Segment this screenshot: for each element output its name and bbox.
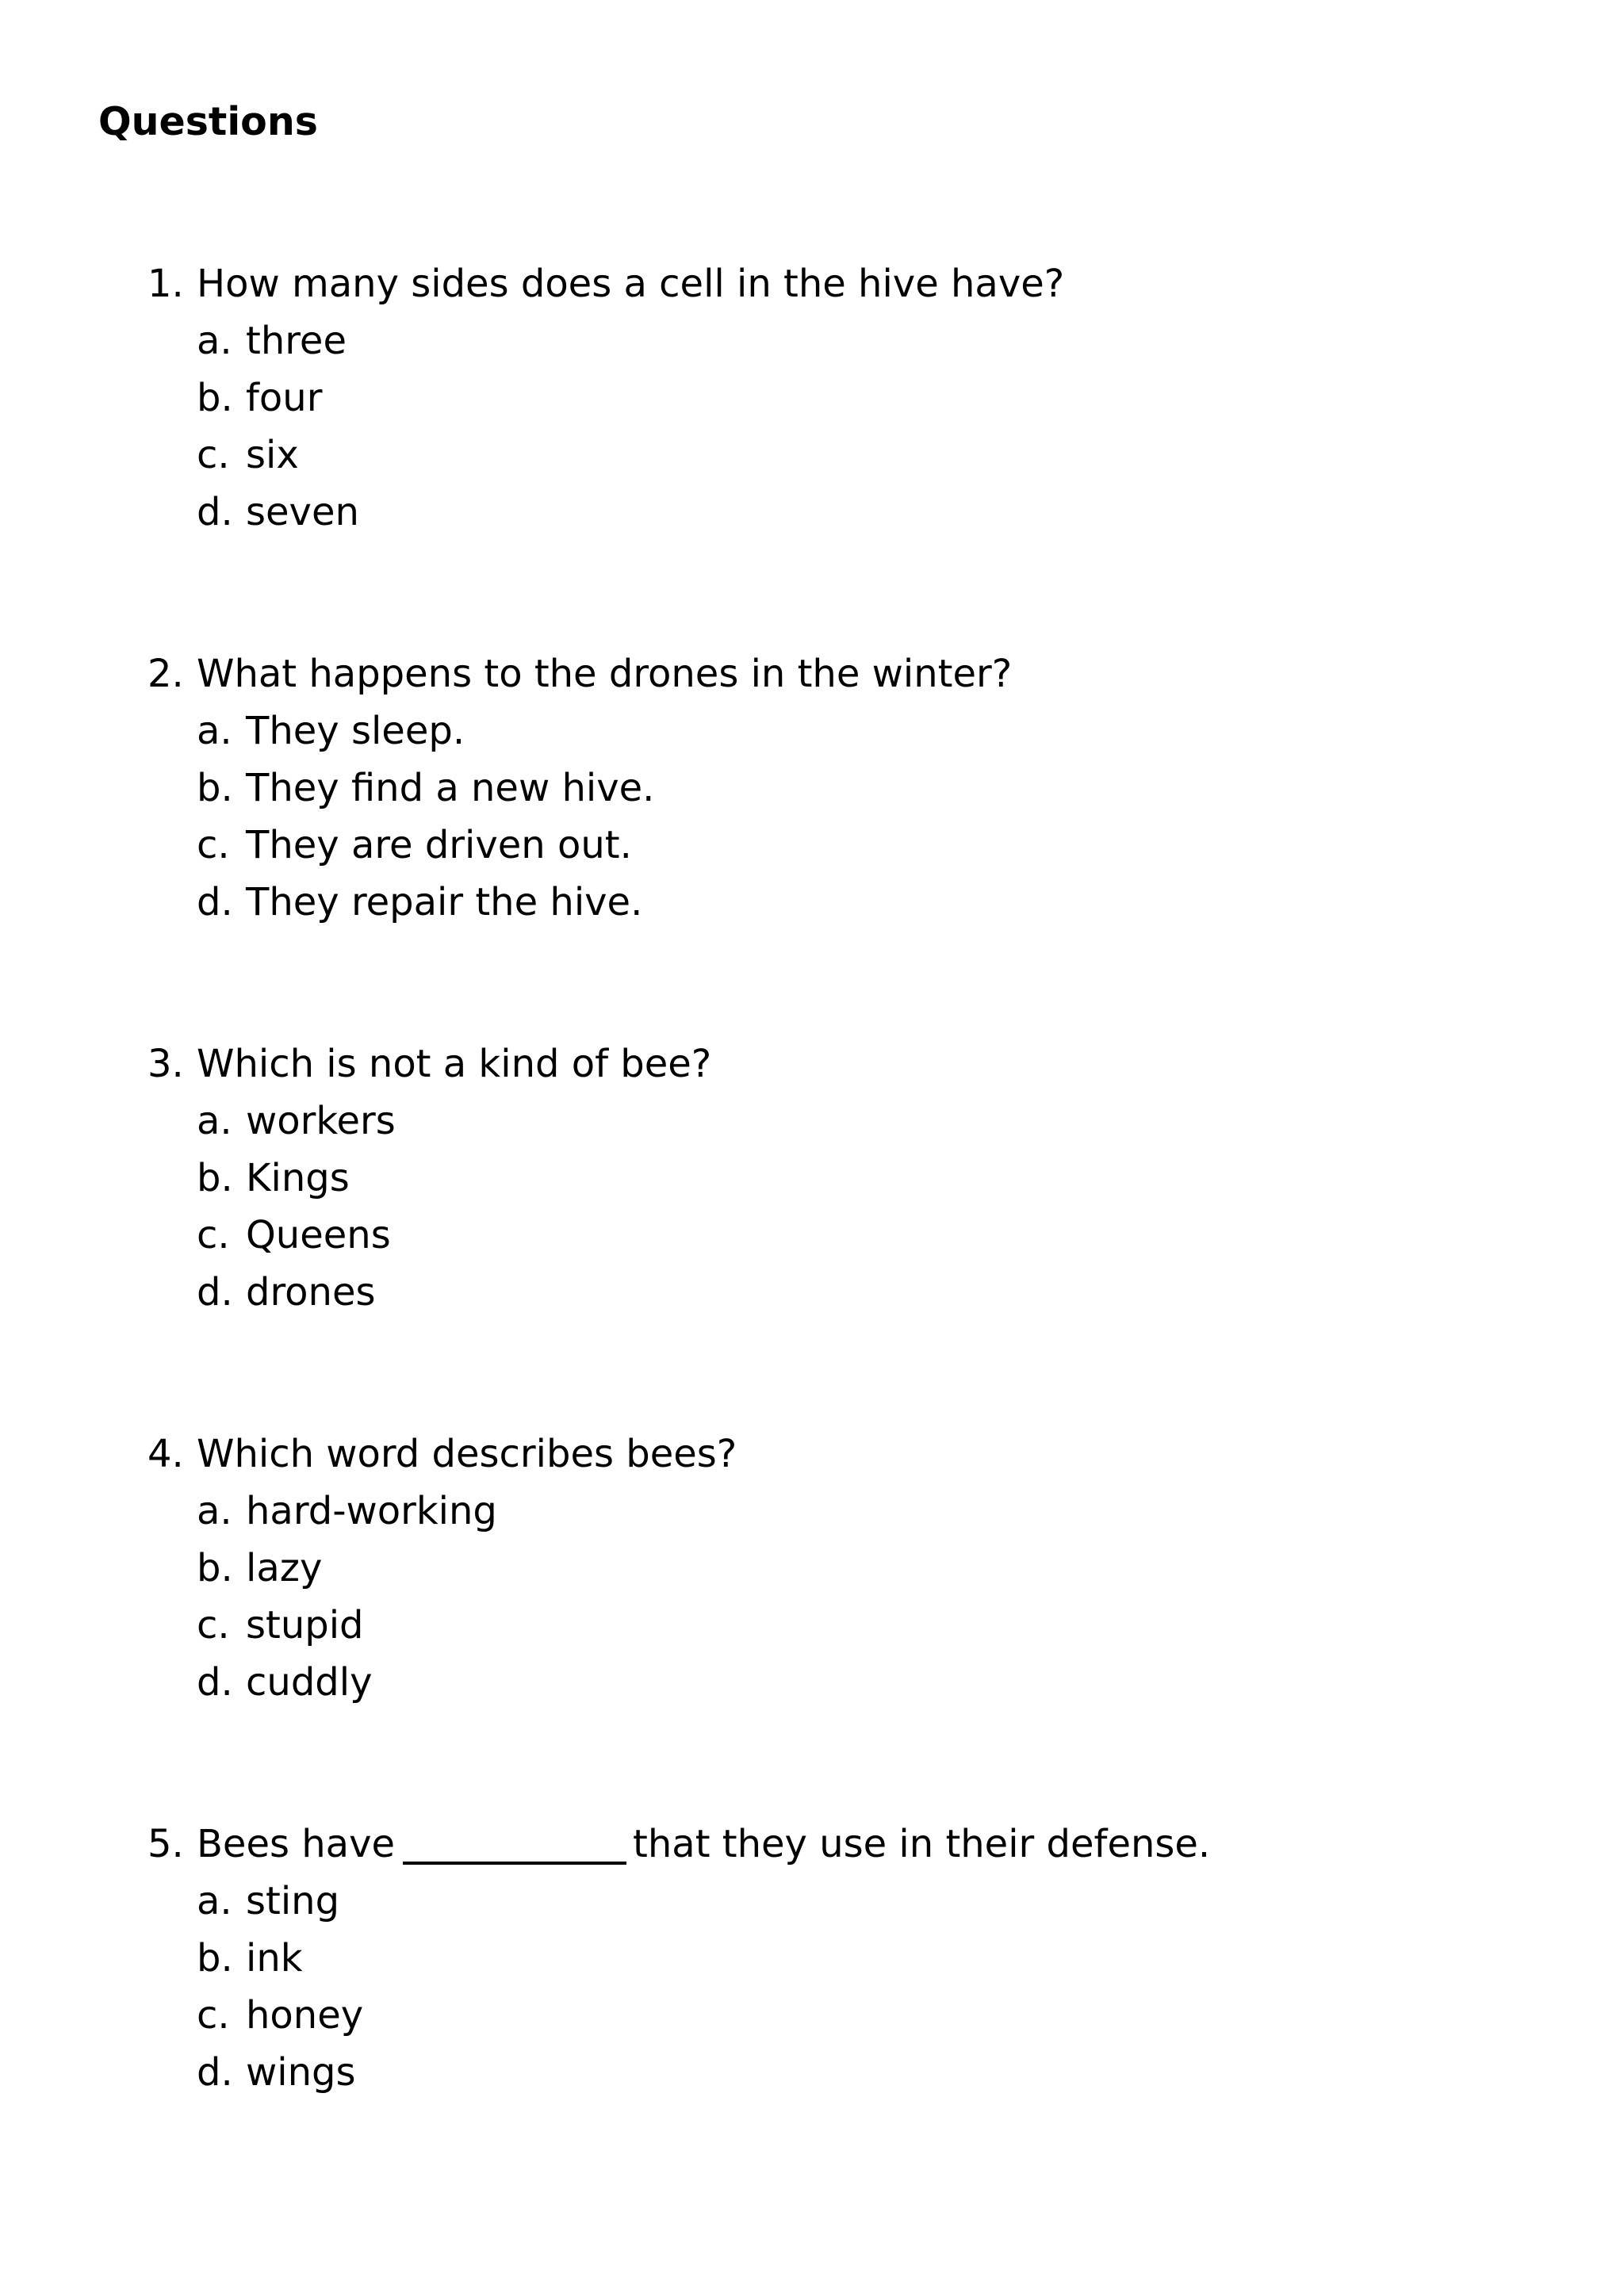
option-text: three <box>246 319 347 363</box>
option-c <box>0 817 1624 874</box>
option-text: ink <box>246 1936 303 1980</box>
option-letter: b. <box>197 376 233 420</box>
option-letter: c. <box>197 1603 230 1647</box>
question-5 <box>0 1816 1624 2101</box>
option-letter: c. <box>197 1213 230 1257</box>
question-1 <box>0 255 1624 541</box>
option-letter: a. <box>197 1879 232 1923</box>
option-letter: b. <box>197 1936 233 1980</box>
option-letter: d. <box>197 2050 233 2095</box>
option-b <box>0 760 1624 817</box>
option-c <box>0 1207 1624 1264</box>
option-d <box>0 2044 1624 2101</box>
question-text-before-blank: Bees have <box>197 1822 396 1866</box>
option-text: four <box>246 376 323 420</box>
option-a <box>0 1093 1624 1150</box>
question-text <box>197 1816 1210 1873</box>
option-letter: b. <box>197 1546 233 1590</box>
question-text: What happens to the drones in the winter? <box>197 652 1013 696</box>
question-number: 2. <box>147 652 184 696</box>
option-text: lazy <box>246 1546 323 1590</box>
option-text: They repair the hive. <box>246 880 643 924</box>
option-letter: c. <box>197 1993 230 2038</box>
option-letter: c. <box>197 433 230 477</box>
option-d <box>0 1264 1624 1321</box>
option-letter: a. <box>197 1099 232 1143</box>
option-text: cuddly <box>246 1660 373 1705</box>
question-number: 5. <box>147 1822 184 1866</box>
question-line <box>0 255 1624 312</box>
option-b <box>0 1540 1624 1597</box>
question-line <box>0 645 1624 702</box>
option-letter: a. <box>197 709 232 753</box>
answer-blank-line <box>403 1862 626 1865</box>
option-text: Queens <box>246 1213 391 1257</box>
option-text: six <box>246 433 299 477</box>
question-3 <box>0 1035 1624 1321</box>
question-line <box>0 1425 1624 1483</box>
question-text: How many sides does a cell in the hive have? <box>197 262 1065 306</box>
option-text: wings <box>246 2050 356 2095</box>
option-text: workers <box>246 1099 396 1143</box>
option-letter: d. <box>197 880 233 924</box>
question-text-after-blank: that they use in their defense. <box>633 1822 1211 1866</box>
option-text: sting <box>246 1879 340 1923</box>
option-letter: b. <box>197 766 233 810</box>
question-text: Which word describes bees? <box>197 1432 737 1476</box>
option-c <box>0 427 1624 484</box>
option-text: Kings <box>246 1156 350 1200</box>
option-b <box>0 1150 1624 1207</box>
option-letter: d. <box>197 490 233 534</box>
option-c <box>0 1597 1624 1654</box>
question-2 <box>0 645 1624 931</box>
option-text: They sleep. <box>246 709 465 753</box>
option-letter: b. <box>197 1156 233 1200</box>
option-text: They find a new hive. <box>246 766 655 810</box>
option-a <box>0 312 1624 369</box>
question-number: 4. <box>147 1432 184 1476</box>
question-line <box>0 1035 1624 1093</box>
option-text: hard-working <box>246 1489 497 1533</box>
question-4 <box>0 1425 1624 1711</box>
option-letter: d. <box>197 1270 233 1314</box>
option-b <box>0 1930 1624 1987</box>
option-a <box>0 702 1624 760</box>
option-b <box>0 369 1624 427</box>
option-text: seven <box>246 490 359 534</box>
option-text: drones <box>246 1270 376 1314</box>
option-text: They are driven out. <box>246 823 632 867</box>
option-c <box>0 1987 1624 2044</box>
option-letter: a. <box>197 1489 232 1533</box>
page-title: Questions <box>98 99 318 144</box>
question-text: Which is not a kind of bee? <box>197 1042 712 1086</box>
option-text: stupid <box>246 1603 364 1647</box>
question-line <box>0 1816 1624 1873</box>
option-a <box>0 1483 1624 1540</box>
option-text: honey <box>246 1993 364 2038</box>
option-a <box>0 1873 1624 1930</box>
option-letter: a. <box>197 319 232 363</box>
option-letter: c. <box>197 823 230 867</box>
option-letter: d. <box>197 1660 233 1705</box>
option-d <box>0 874 1624 931</box>
question-number: 3. <box>147 1042 184 1086</box>
question-number: 1. <box>147 262 184 306</box>
option-d <box>0 484 1624 541</box>
option-d <box>0 1654 1624 1711</box>
